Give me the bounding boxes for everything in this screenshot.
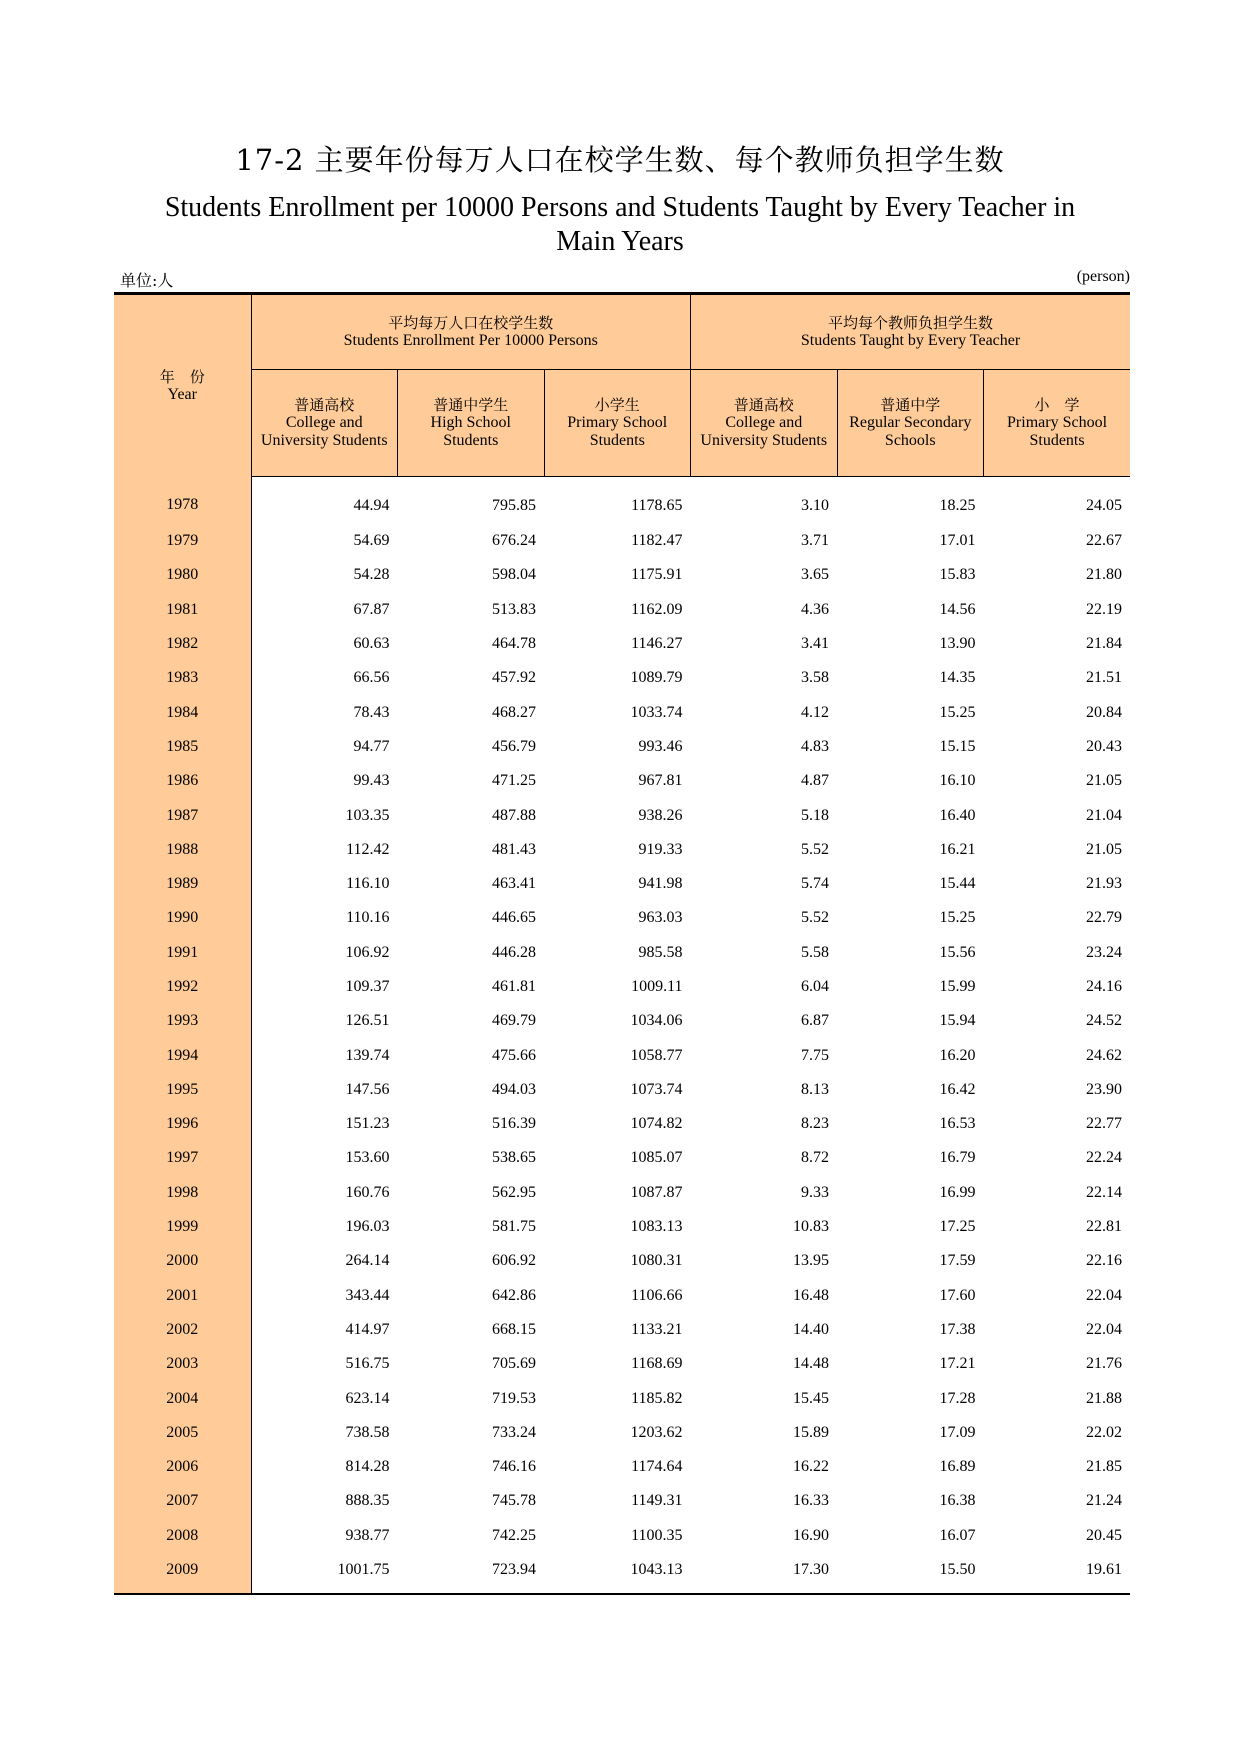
- table-row: [114, 1073, 1130, 1107]
- value-cell: 1178.65: [631, 496, 683, 514]
- column-header-en: College and: [285, 414, 363, 431]
- year-cell: 2009: [114, 1553, 251, 1594]
- value-cell: 463.41: [492, 875, 536, 893]
- value-cell: 94.77: [353, 737, 390, 755]
- value-cell: 3.41: [801, 635, 830, 653]
- value-cell: 15.15: [939, 737, 976, 755]
- value-cell: 21.85: [1086, 1458, 1123, 1476]
- column-header: [251, 370, 398, 477]
- value-cell: 16.53: [939, 1115, 976, 1133]
- value-cell: 21.51: [1086, 669, 1123, 687]
- value-cell: 938.26: [638, 806, 683, 824]
- value-cell: 23.24: [1086, 943, 1123, 961]
- table-row: [114, 833, 1130, 867]
- value-cell: 112.42: [346, 840, 390, 858]
- value-cell: 17.60: [939, 1286, 976, 1304]
- table-row: [114, 1107, 1130, 1141]
- value-cell: 8.23: [801, 1115, 830, 1133]
- value-cell: 16.48: [793, 1286, 830, 1304]
- value-cell: 3.65: [801, 566, 830, 584]
- value-cell: 22.81: [1086, 1218, 1123, 1236]
- value-cell: 20.43: [1086, 737, 1123, 755]
- value-cell: 15.89: [793, 1423, 830, 1441]
- value-cell: 1168.69: [631, 1355, 683, 1373]
- value-cell: 14.56: [939, 600, 976, 618]
- value-cell: 1175.91: [631, 566, 683, 584]
- value-cell: 103.35: [345, 806, 390, 824]
- table-row: [114, 936, 1130, 970]
- value-cell: 5.52: [801, 909, 830, 927]
- table-row: [114, 1279, 1130, 1313]
- year-cell: 2004: [114, 1381, 251, 1415]
- table-row: [114, 1381, 1130, 1415]
- year-cell: 2008: [114, 1519, 251, 1553]
- table-row: [114, 1313, 1130, 1347]
- table-row: [114, 593, 1130, 627]
- value-cell: 151.23: [345, 1115, 390, 1133]
- value-cell: 21.05: [1086, 772, 1123, 790]
- value-cell: 1074.82: [630, 1115, 683, 1133]
- value-cell: 941.98: [638, 875, 683, 893]
- column-header-en: High School: [430, 414, 511, 431]
- year-cell: 1982: [114, 627, 251, 661]
- table-row: [114, 1416, 1130, 1450]
- year-cell: 2002: [114, 1313, 251, 1347]
- value-cell: 139.74: [345, 1046, 390, 1064]
- value-cell: 264.14: [345, 1252, 390, 1270]
- value-cell: 22.77: [1086, 1115, 1123, 1133]
- column-header-en: Primary School: [1007, 414, 1108, 431]
- unit-label-en: (person): [1076, 268, 1130, 285]
- value-cell: 581.75: [492, 1218, 536, 1236]
- value-cell: 668.15: [492, 1320, 536, 1338]
- value-cell: 17.38: [939, 1320, 976, 1338]
- value-cell: 15.94: [939, 1012, 976, 1030]
- year-cell: 1989: [114, 867, 251, 901]
- table-row: [114, 1519, 1130, 1553]
- value-cell: 343.44: [345, 1286, 390, 1304]
- value-cell: 153.60: [345, 1149, 390, 1167]
- value-cell: 963.03: [638, 909, 683, 927]
- value-cell: 126.51: [345, 1012, 390, 1030]
- year-cell: 2005: [114, 1416, 251, 1450]
- value-cell: 21.84: [1086, 635, 1123, 653]
- value-cell: 1009.11: [631, 978, 683, 995]
- table-row: [114, 477, 1130, 525]
- year-cell: 1986: [114, 764, 251, 798]
- value-cell: 1083.13: [630, 1218, 683, 1236]
- value-cell: 1162.09: [631, 600, 683, 618]
- value-cell: 745.78: [492, 1492, 536, 1510]
- year-cell: 2001: [114, 1279, 251, 1313]
- year-cell: 1980: [114, 558, 251, 592]
- value-cell: 468.27: [492, 703, 536, 721]
- value-cell: 22.14: [1086, 1183, 1123, 1201]
- page-title-cn: 17-2 主要年份每万人口在校学生数、每个教师负担学生数: [235, 143, 1005, 177]
- value-cell: 705.69: [492, 1355, 536, 1373]
- group-header-enrollment: [251, 294, 691, 370]
- value-cell: 3.10: [801, 496, 830, 514]
- value-cell: 4.12: [801, 703, 830, 721]
- value-cell: 446.65: [492, 909, 536, 927]
- value-cell: 676.24: [492, 532, 536, 550]
- column-header-en: University Students: [700, 432, 828, 449]
- value-cell: 4.83: [801, 737, 830, 755]
- value-cell: 1073.74: [630, 1080, 683, 1098]
- value-cell: 1146.27: [631, 635, 683, 653]
- value-cell: 1133.21: [631, 1320, 683, 1338]
- value-cell: 598.04: [492, 566, 536, 584]
- value-cell: 15.50: [837, 1553, 984, 1594]
- table-row: [114, 524, 1130, 558]
- value-cell: 20.45: [1086, 1526, 1123, 1544]
- value-cell: 54.28: [353, 566, 390, 584]
- value-cell: 13.95: [793, 1252, 830, 1270]
- value-cell: 17.59: [939, 1252, 976, 1270]
- table-header: [114, 294, 1130, 477]
- year-cell: 1979: [114, 524, 251, 558]
- column-header-en: Schools: [884, 432, 936, 449]
- value-cell: 967.81: [638, 772, 683, 790]
- year-cell: 2007: [114, 1484, 251, 1518]
- year-cell: 1996: [114, 1107, 251, 1141]
- value-cell: 1085.07: [630, 1149, 683, 1167]
- value-cell: 15.45: [793, 1389, 830, 1407]
- value-cell: 814.28: [345, 1458, 390, 1476]
- value-cell: 919.33: [638, 840, 683, 858]
- year-header-cn: 年 份: [159, 367, 205, 386]
- value-cell: 17.09: [939, 1423, 976, 1441]
- table-row: [114, 1484, 1130, 1518]
- table-row: [114, 901, 1130, 935]
- value-cell: 516.75: [345, 1355, 390, 1373]
- column-header: [837, 370, 984, 477]
- value-cell: 66.56: [353, 669, 390, 687]
- value-cell: 22.16: [1086, 1252, 1123, 1270]
- table-row: [114, 627, 1130, 661]
- value-cell: 22.04: [1086, 1286, 1123, 1304]
- value-cell: 1033.74: [630, 703, 683, 721]
- value-cell: 14.48: [793, 1355, 830, 1373]
- value-cell: 16.10: [939, 772, 976, 790]
- value-cell: 17.25: [939, 1218, 976, 1236]
- value-cell: 16.20: [939, 1046, 976, 1064]
- column-header-en: College and: [725, 414, 803, 431]
- year-cell: 1978: [114, 477, 251, 525]
- value-cell: 109.37: [345, 978, 390, 995]
- value-cell: 19.61: [984, 1553, 1131, 1594]
- value-cell: 5.74: [801, 875, 830, 893]
- value-cell: 481.43: [492, 840, 536, 858]
- group-header-teacher: [691, 294, 1131, 370]
- group2-header-cn: 平均每个教师负担学生数: [828, 314, 994, 332]
- year-cell: 1981: [114, 593, 251, 627]
- year-cell: 1997: [114, 1141, 251, 1175]
- year-cell: 1990: [114, 901, 251, 935]
- column-header-en: Students: [589, 432, 645, 449]
- value-cell: 106.92: [345, 943, 390, 961]
- table-row: [114, 730, 1130, 764]
- value-cell: 44.94: [353, 496, 390, 514]
- value-cell: 742.25: [492, 1526, 536, 1544]
- value-cell: 54.69: [353, 532, 390, 550]
- table-row: [114, 1347, 1130, 1381]
- value-cell: 5.18: [801, 806, 830, 824]
- value-cell: 516.39: [492, 1115, 536, 1133]
- value-cell: 487.88: [492, 806, 536, 824]
- value-cell: 16.22: [793, 1458, 830, 1476]
- table-row: [114, 798, 1130, 832]
- value-cell: 17.21: [939, 1355, 976, 1373]
- value-cell: 4.87: [801, 772, 830, 790]
- value-cell: 21.88: [1086, 1389, 1123, 1407]
- unit-label-cn: 单位:人: [120, 271, 174, 290]
- value-cell: 17.30: [691, 1553, 838, 1594]
- value-cell: 938.77: [345, 1526, 390, 1544]
- value-cell: 147.56: [345, 1080, 390, 1098]
- value-cell: 494.03: [492, 1080, 536, 1098]
- sub-header-row: [114, 370, 1130, 477]
- year-cell: 2000: [114, 1244, 251, 1278]
- column-header: [544, 370, 691, 477]
- group2-header-en: Students Taught by Every Teacher: [800, 332, 1021, 349]
- value-cell: 67.87: [353, 600, 390, 618]
- column-header: [398, 370, 545, 477]
- value-cell: 985.58: [638, 943, 683, 961]
- table-row: [114, 1210, 1130, 1244]
- value-cell: 21.05: [1086, 840, 1123, 858]
- year-cell: 1985: [114, 730, 251, 764]
- year-cell: 1995: [114, 1073, 251, 1107]
- value-cell: 1089.79: [630, 669, 683, 687]
- value-cell: 21.93: [1086, 875, 1123, 893]
- value-cell: 22.04: [1086, 1320, 1123, 1338]
- value-cell: 7.75: [801, 1046, 830, 1064]
- value-cell: 24.16: [1086, 978, 1123, 995]
- value-cell: 993.46: [638, 737, 683, 755]
- value-cell: 538.65: [492, 1149, 536, 1167]
- value-cell: 110.16: [346, 909, 390, 927]
- year-cell: 1987: [114, 798, 251, 832]
- value-cell: 446.28: [492, 943, 536, 961]
- column-header-cn: 普通中学生: [433, 396, 509, 414]
- value-cell: 795.85: [492, 496, 536, 514]
- value-cell: 1001.75: [251, 1553, 398, 1594]
- value-cell: 18.25: [939, 496, 976, 514]
- value-cell: 22.67: [1086, 532, 1123, 550]
- value-cell: 10.83: [793, 1218, 830, 1236]
- year-header-en: Year: [167, 385, 197, 403]
- value-cell: 14.35: [939, 669, 976, 687]
- value-cell: 746.16: [492, 1458, 536, 1476]
- value-cell: 469.79: [492, 1012, 536, 1030]
- value-cell: 22.19: [1086, 600, 1123, 618]
- value-cell: 1058.77: [630, 1046, 683, 1064]
- value-cell: 16.38: [939, 1492, 976, 1510]
- value-cell: 5.58: [801, 943, 830, 961]
- column-header-en: University Students: [260, 432, 388, 449]
- column-header-en: Primary School: [567, 414, 668, 431]
- year-cell: 1984: [114, 695, 251, 729]
- year-cell: 1999: [114, 1210, 251, 1244]
- value-cell: 4.36: [801, 600, 830, 618]
- value-cell: 21.24: [1086, 1492, 1123, 1510]
- value-cell: 1087.87: [630, 1183, 683, 1201]
- table-row: [114, 1450, 1130, 1484]
- data-table: [114, 292, 1130, 1595]
- value-cell: 1080.31: [630, 1252, 683, 1270]
- value-cell: 16.07: [939, 1526, 976, 1544]
- value-cell: 475.66: [492, 1046, 536, 1064]
- value-cell: 196.03: [345, 1218, 390, 1236]
- value-cell: 6.87: [801, 1012, 830, 1030]
- value-cell: 15.99: [939, 978, 976, 995]
- page-title-en: Students Enrollment per 10000 Persons and Students Taught by Every Teacher in Main Years: [164, 192, 1076, 257]
- column-header-cn: 普通中学: [880, 396, 941, 414]
- table-row: [114, 695, 1130, 729]
- column-header-cn: 普通高校: [294, 396, 355, 414]
- table-row: [114, 1004, 1130, 1038]
- value-cell: 16.99: [939, 1183, 976, 1201]
- value-cell: 8.72: [801, 1149, 830, 1167]
- value-cell: 1106.66: [631, 1286, 683, 1304]
- value-cell: 8.13: [801, 1080, 830, 1098]
- column-header-cn: 小学生: [594, 396, 640, 414]
- value-cell: 60.63: [353, 635, 390, 653]
- value-cell: 160.76: [345, 1183, 390, 1201]
- table-row: [114, 1553, 1130, 1594]
- value-cell: 1043.13: [544, 1553, 691, 1594]
- year-cell: 1994: [114, 1038, 251, 1072]
- table-body: [114, 477, 1130, 1595]
- value-cell: 22.24: [1086, 1149, 1123, 1167]
- table-row: [114, 1176, 1130, 1210]
- group1-header-cn: 平均每万人口在校学生数: [388, 314, 554, 332]
- value-cell: 21.04: [1086, 806, 1123, 824]
- value-cell: 1185.82: [631, 1389, 683, 1407]
- year-cell: 1988: [114, 833, 251, 867]
- table-row: [114, 970, 1130, 1004]
- value-cell: 78.43: [353, 703, 390, 721]
- value-cell: 5.52: [801, 840, 830, 858]
- value-cell: 3.58: [801, 669, 830, 687]
- value-cell: 642.86: [492, 1286, 536, 1304]
- value-cell: 24.62: [1086, 1046, 1123, 1064]
- column-header: [691, 370, 838, 477]
- year-cell: 1991: [114, 936, 251, 970]
- value-cell: 733.24: [492, 1423, 536, 1441]
- column-header-en: Students: [1029, 432, 1085, 449]
- value-cell: 1149.31: [631, 1492, 683, 1510]
- value-cell: 1100.35: [631, 1526, 683, 1544]
- value-cell: 16.33: [793, 1492, 830, 1510]
- value-cell: 24.52: [1086, 1012, 1123, 1030]
- value-cell: 22.02: [1086, 1423, 1123, 1441]
- value-cell: 1203.62: [630, 1423, 683, 1441]
- value-cell: 16.40: [939, 806, 976, 824]
- table-row: [114, 1038, 1130, 1072]
- value-cell: 15.25: [939, 703, 976, 721]
- value-cell: 15.25: [939, 909, 976, 927]
- value-cell: 471.25: [492, 772, 536, 790]
- group1-header-en: Students Enrollment Per 10000 Persons: [343, 332, 598, 349]
- table-row: [114, 661, 1130, 695]
- table-row: [114, 764, 1130, 798]
- value-cell: 16.89: [939, 1458, 976, 1476]
- value-cell: 16.21: [939, 840, 976, 858]
- table-row: [114, 558, 1130, 592]
- value-cell: 414.97: [345, 1320, 390, 1338]
- column-header-cn: 普通高校: [733, 396, 794, 414]
- value-cell: 6.04: [801, 978, 830, 995]
- column-header-en: Students: [443, 432, 499, 449]
- table-row: [114, 1141, 1130, 1175]
- year-cell: 1998: [114, 1176, 251, 1210]
- value-cell: 16.79: [939, 1149, 976, 1167]
- value-cell: 15.44: [939, 875, 976, 893]
- column-header-cn: 小 学: [1034, 396, 1080, 414]
- value-cell: 461.81: [492, 978, 536, 995]
- value-cell: 3.71: [801, 532, 830, 550]
- value-cell: 21.76: [1086, 1355, 1123, 1373]
- value-cell: 23.90: [1086, 1080, 1123, 1098]
- value-cell: 24.05: [1086, 496, 1123, 514]
- value-cell: 15.83: [939, 566, 976, 584]
- year-cell: 2006: [114, 1450, 251, 1484]
- value-cell: 623.14: [345, 1389, 390, 1407]
- value-cell: 513.83: [492, 600, 536, 618]
- year-cell: 1993: [114, 1004, 251, 1038]
- value-cell: 464.78: [492, 635, 536, 653]
- value-cell: 9.33: [801, 1183, 830, 1201]
- value-cell: 738.58: [345, 1423, 390, 1441]
- value-cell: 99.43: [353, 772, 390, 790]
- value-cell: 16.90: [793, 1526, 830, 1544]
- column-header: [984, 370, 1131, 477]
- value-cell: 456.79: [492, 737, 536, 755]
- year-cell: 1992: [114, 970, 251, 1004]
- value-cell: 1182.47: [631, 532, 683, 550]
- value-cell: 723.94: [398, 1553, 545, 1594]
- value-cell: 20.84: [1086, 703, 1123, 721]
- value-cell: 17.01: [939, 532, 976, 550]
- year-column-header: [114, 294, 251, 477]
- value-cell: 606.92: [492, 1252, 536, 1270]
- year-cell: 1983: [114, 661, 251, 695]
- value-cell: 719.53: [492, 1389, 536, 1407]
- value-cell: 22.79: [1086, 909, 1123, 927]
- value-cell: 13.90: [939, 635, 976, 653]
- column-header-en: Regular Secondary: [849, 414, 972, 431]
- table-row: [114, 867, 1130, 901]
- value-cell: 457.92: [492, 669, 536, 687]
- value-cell: 1174.64: [631, 1458, 683, 1476]
- value-cell: 562.95: [492, 1183, 536, 1201]
- value-cell: 888.35: [345, 1492, 390, 1510]
- table-row: [114, 1244, 1130, 1278]
- value-cell: 116.10: [346, 875, 390, 893]
- value-cell: 16.42: [939, 1080, 976, 1098]
- value-cell: 1034.06: [630, 1012, 683, 1030]
- value-cell: 14.40: [793, 1320, 830, 1338]
- value-cell: 17.28: [939, 1389, 976, 1407]
- year-cell: 2003: [114, 1347, 251, 1381]
- value-cell: 21.80: [1086, 566, 1123, 584]
- value-cell: 15.56: [939, 943, 976, 961]
